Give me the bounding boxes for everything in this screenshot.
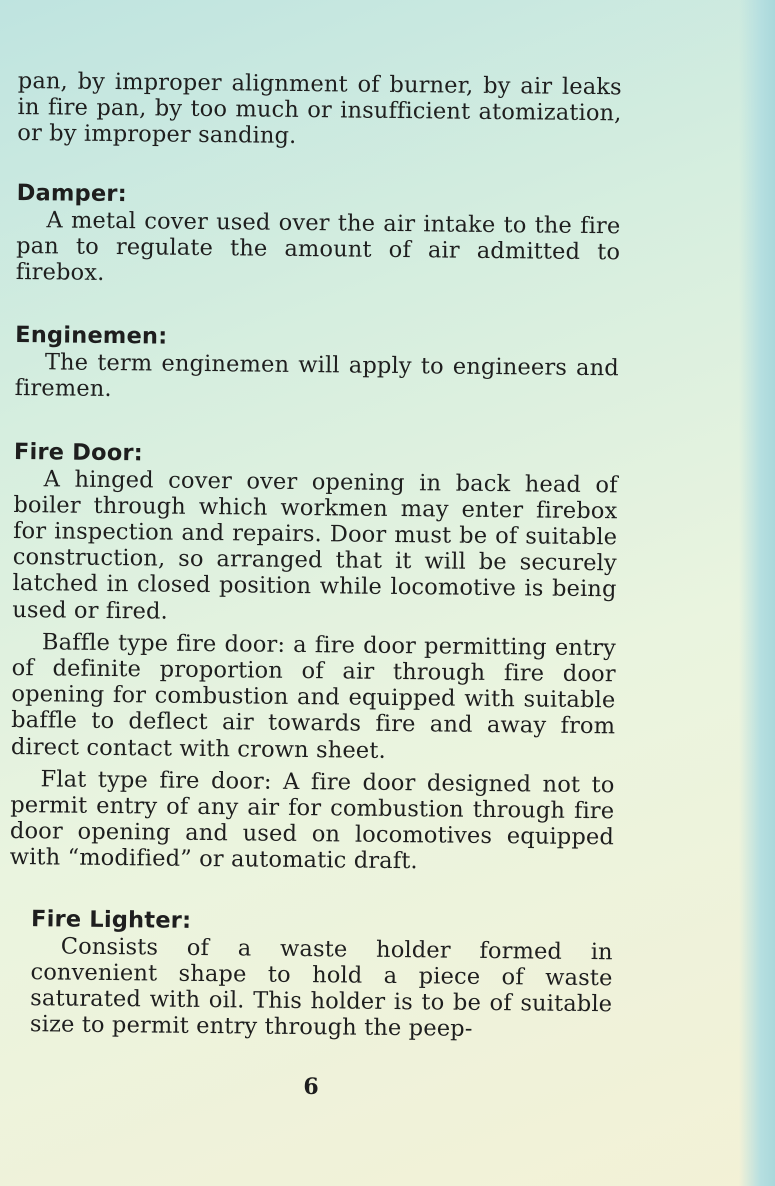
entry-fire-lighter	[8, 905, 613, 1044]
entry-fire-door	[10, 438, 619, 877]
entry-heading: Damper:	[16, 179, 127, 207]
entry-paragraph: Flat type fire door: A fire door designed not to permit entry of any air for combustion through fire door opening and used on locomotives equipped with “modified” or automatic draft.	[9, 766, 615, 875]
entry-heading: Fire Door:	[13, 438, 144, 466]
intro-paragraph: pan, by improper alignment of burner, by air leaks in fire pan, by too much or insufficient atomization, or by improper sanding.	[17, 68, 622, 150]
entry-heading: Fire Lighter:	[30, 905, 192, 934]
page-body	[8, 68, 622, 1044]
entry-damper	[16, 179, 621, 292]
entry-enginemen	[15, 321, 620, 408]
entry-paragraph: Consists of a waste holder formed in convenient shape to hold a piece of waste saturated with oil. This holder is to be of suitable size to permit entry through the peep-	[29, 933, 613, 1043]
entry-paragraph: The term enginemen will apply to engineers and firemen.	[14, 349, 620, 403]
page-number: 6	[303, 1074, 319, 1100]
entry-paragraph: Baffle type fire door: a fire door permitting entry of definite proportion of air through fire door opening for combustion and equipped with suitable baffle to deflect air towards fire and away from direct contact with crown sheet.	[10, 629, 617, 764]
entry-paragraph: A hinged cover over opening in back head of boiler through which workmen may enter firebox for inspection and repairs. Door must be of suitable construction, so arranged that it will be securely latched in closed position while locomotive is being used or fired.	[12, 465, 618, 625]
entry-heading: Enginemen:	[15, 322, 168, 350]
page-edge-shadow	[739, 0, 775, 1186]
entry-paragraph: A metal cover used over the air intake to the fire pan to regulate the amount of air admitted to firebox.	[15, 206, 621, 286]
